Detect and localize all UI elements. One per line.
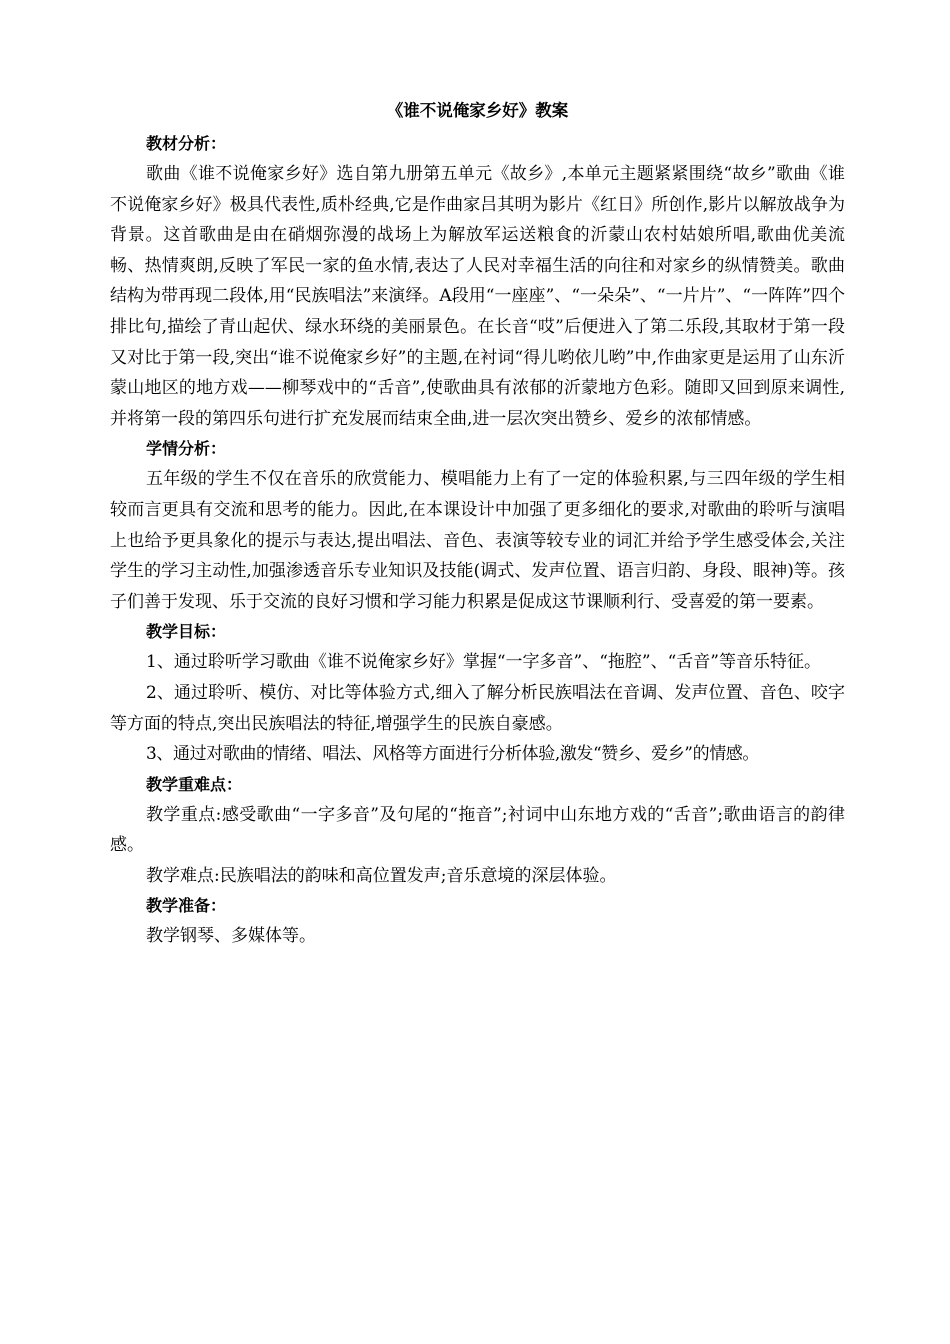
heading-teaching-goals: 教学目标：	[146, 622, 227, 642]
heading-student-analysis: 学情分析：	[146, 439, 227, 459]
heading-material-analysis: 教材分析：	[146, 134, 227, 153]
goal-item-2: 2、通过聆听、模仿、对比等体验方式,细入了解分析民族唱法在音调、发声位置、音色、咬字等方面的特点,突出民族唱法的特征,增强学生的民族自豪感。	[110, 682, 845, 734]
heading-preparation: 教学准备：	[146, 896, 227, 916]
paragraph-material-analysis: 歌曲《谁不说俺家乡好》选自第九册第五单元《故乡》,本单元主题紧紧围绕“故乡”歌曲《谁不说俺家乡好》极具代表性,质朴经典,它是作曲家吕其明为影片《红日》所创作,影片以解放战争为背景。这首歌曲是由在硝烟弥漫的战场上为解放军运送粮食的沂蒙山农村姑娘所唱,歌曲优美流畅、热情爽朗,反映了军民一家的鱼水情,表达了人民对幸福生活的向往和对家乡的纵情赞美。歌曲结构为带再现二段体,用“民族唱法”来演绎。A段用“一座座”、“一朵朵”、“一片片”、“一阵阵”四个排比句,描绘了青山起伏、绿水环绕的美丽景色。在长音“哎”后便进入了第二乐段,其取材于第一段又对比于第一段,突出“谁不说俺家乡好”的主题,在衬词“得儿哟依儿哟”中,作曲家更是运用了山东沂蒙山地区的地方戏——柳琴戏中的“舌音”,使歌曲具有浓郁的沂蒙地方色彩。随即又回到原来调性,并将第一段的第四乐句进行扩充发展而结束全曲,进一层次突出赞乡、爱乡的浓郁情感。	[110, 164, 845, 429]
paragraph-preparation: 教学钢琴、多媒体等。	[146, 926, 316, 947]
difficult-point-text: 教学难点:民族唱法的韵味和高位置发声;音乐意境的深层体验。	[146, 865, 617, 886]
section-key-points	[110, 770, 845, 892]
section-student-analysis	[110, 434, 845, 617]
document-page	[110, 96, 845, 952]
heading-key-points: 教学重难点：	[146, 774, 243, 794]
document-title: 《谁不说俺家乡好》教案	[386, 101, 569, 120]
key-point-text: 教学重点:感受歌曲“一字多音”及句尾的“拖音”;衬词中山东地方戏的“舌音”;歌曲语言的韵律感。	[110, 804, 845, 856]
section-teaching-goals	[110, 617, 845, 769]
section-preparation	[110, 891, 845, 952]
section-material-analysis	[110, 129, 845, 434]
goal-item-1: 1、通过聆听学习歌曲《谁不说俺家乡好》掌握“一字多音”、“拖腔”、“舌音”等音乐特征。	[146, 652, 821, 673]
goal-item-3: 3、通过对歌曲的情绪、唱法、风格等方面进行分析体验,激发“赞乡、爱乡”的情感。	[146, 744, 760, 765]
paragraph-student-analysis: 五年级的学生不仅在音乐的欣赏能力、模唱能力上有了一定的体验积累,与三四年级的学生相较而言更具有交流和思考的能力。因此,在本课设计中加强了更多细化的要求,对歌曲的聆听与演唱上也给予更具象化的提示与表达,提出唱法、音色、表演等较专业的词汇并给予学生感受体会,关注学生的学习主动性,加强渗透音乐专业知识及技能(调式、发声位置、语言归韵、身段、眼神)等。孩子们善于发现、乐于交流的良好习惯和学习能力积累是促成这节课顺利行、受喜爱的第一要素。	[110, 469, 845, 612]
